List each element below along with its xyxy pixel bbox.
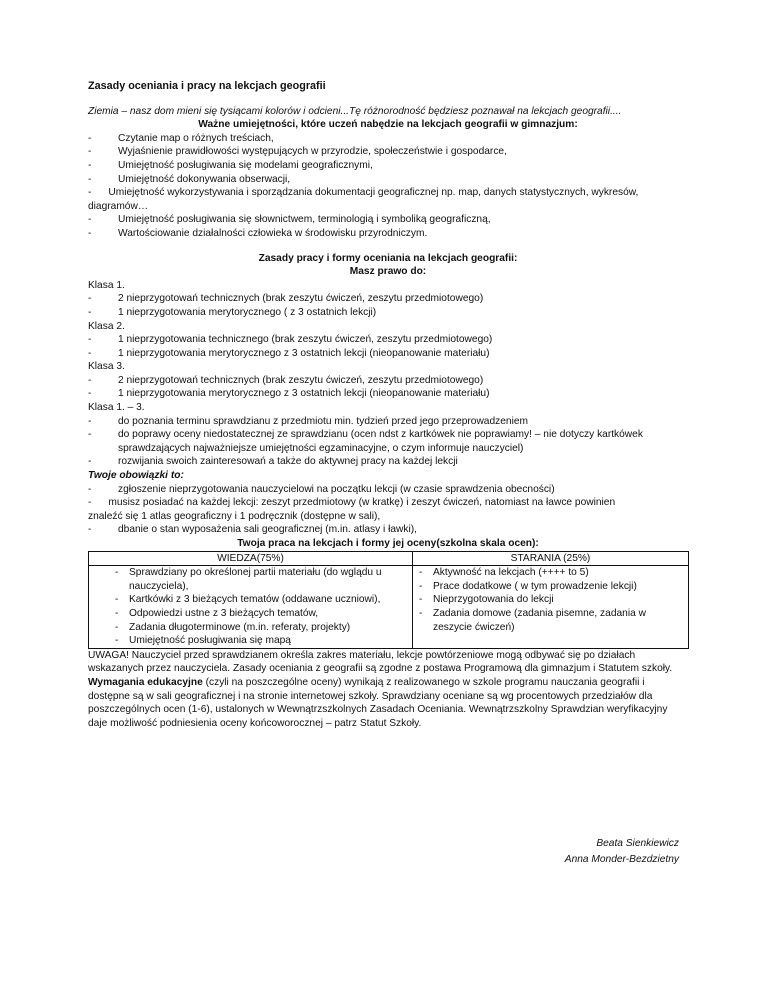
rights-heading: Masz prawo do: bbox=[349, 266, 427, 278]
skills-list bbox=[88, 132, 688, 241]
bullet-dash: - bbox=[88, 483, 92, 495]
bullet-dash: - bbox=[88, 306, 92, 318]
bullet-dash: - bbox=[88, 334, 92, 346]
signatures bbox=[565, 836, 679, 868]
list-item: - 1 nieprzygotowania merytorycznego z 3 ostatnich lekcji (nieopanowanie materiału) bbox=[88, 388, 490, 400]
bullet-dash: - bbox=[88, 173, 92, 185]
bullet-dash: - bbox=[88, 374, 92, 386]
signature-author-2: Anna Monder-Bezdzietny bbox=[564, 854, 679, 865]
list-item: - Sprawdziany po określonej partii materiału (do wglądu u nauczyciela), bbox=[115, 567, 382, 592]
duties-heading: Twoje obowiązki to: bbox=[88, 470, 184, 482]
effort-list bbox=[413, 566, 688, 634]
grading-heading: Twoja praca na lekcjach i formy jej oceny(szkolna skala ocen): bbox=[237, 538, 539, 549]
list-item: - 2 nieprzygotowań technicznych (brak zeszytu ćwiczeń, zeszytu przedmiotowego) bbox=[88, 374, 484, 386]
list-item: - Zadania domowe (zadania pisemne, zadania w zeszycie ćwiczeń) bbox=[419, 607, 646, 633]
list-item: - 1 nieprzygotowania merytorycznego z 3 ostatnich lekcji (nieopanowanie materiału) bbox=[88, 347, 490, 359]
list-item: - musisz posiadać na każdej lekcji: zeszyt przedmiotowy (w kratkę) i zeszyt ćwiczeń, natomiast na ławce powinien znaleźć się 1 atlas geograficzny i 1 podręcznik (dostępne w sali), bbox=[88, 497, 616, 522]
list-item: - Zadania długoterminowe (m.in. referaty, projekty) bbox=[115, 621, 351, 633]
class-label: Klasa 1. bbox=[88, 279, 125, 291]
list-item: - do poznania terminu sprawdzianu z przedmiotu min. tydzień przed jego przeprowadzeniem bbox=[88, 415, 528, 427]
bullet-dash: - bbox=[88, 497, 92, 509]
grading-table bbox=[88, 551, 689, 649]
list-item: - Umiejętność posługiwania się mapą bbox=[115, 635, 291, 647]
bullet-dash: - bbox=[88, 429, 92, 441]
list-item: - Wyjaśnienie prawidłowości występujących w przyrodzie, społeczeństwie i gospodarce, bbox=[88, 146, 507, 158]
class-label: Klasa 2. bbox=[88, 320, 125, 332]
motto: Ziemia – nasz dom mieni się tysiącami kolorów i odcieni...Tę różnorodność będziesz poznawał na lekcjach geografii.... bbox=[88, 105, 622, 117]
list-item: - 2 nieprzygotowań technicznych (brak zeszytu ćwiczeń, zeszytu przedmiotowego) bbox=[88, 293, 484, 305]
list-item: - dbanie o stan wyposażenia sali geograficznej (m.in. atlasy i ławki), bbox=[88, 524, 417, 536]
bullet-dash: - bbox=[88, 388, 92, 400]
list-item: - Czytanie map o różnych treściach, bbox=[88, 132, 274, 144]
bullet-dash: - bbox=[88, 415, 92, 427]
effort-header: STARANIA (25%) bbox=[413, 551, 689, 566]
bullet-dash: - bbox=[88, 146, 92, 158]
bullet-dash: - bbox=[88, 456, 92, 468]
bullet-dash: - bbox=[88, 214, 92, 226]
signature-author-1: Beata Sienkiewicz bbox=[596, 838, 679, 849]
bullet-dash: - bbox=[88, 524, 92, 536]
list-item: - 1 nieprzygotowania technicznego (brak zeszytu ćwiczeń, zeszytu przedmiotowego) bbox=[88, 334, 493, 346]
list-item: - 1 nieprzygotowania merytorycznego ( z 3 ostatnich lekcji) bbox=[88, 306, 377, 318]
list-item: - zgłoszenie nieprzygotowania nauczycielowi na początku lekcji (w czasie sprawdzenia obecności) bbox=[88, 483, 555, 495]
notice-paragraph: UWAGA! Nauczyciel przed sprawdzianem określa zakres materiału, lekcje powtórzeniowe mogą odbywać się po działach wskazanych przez nauczyciela. Zasady oceniania z geografii są zgodne z postawa Programową dla gimnazjum i Statutem szkoły. Wymagania edukacyjne (czyli na poszczególne oceny) wynikają z realizowanego w szkole programu nauczania geografii i dostępne są w sali geograficznej i na stronie internetowej szkoły. Sprawdziany oceniane są wg procentowych przedziałów dla poszczególnych ocen (1-6), ustalonych w Wewnątrzszkolnych Zasadach Oceniania. Wewnątrzszkolny Sprawdzian weryfikacyjny daje możliwość podniesienia oceny końcoworocznej – patrz Statut Szkoły. bbox=[88, 649, 673, 729]
knowledge-list bbox=[89, 566, 412, 648]
notice-emphasis: Wymagania edukacyjne bbox=[88, 676, 203, 688]
list-item: - do poprawy oceny niedostatecznej ze sprawdzianu (ocen ndst z kartkówek nie poprawiamy! – nie dotyczy kartkówek sprawdzających najważniejsze umiejętności egzaminacyjne, o czym informuje nauczyciel) bbox=[88, 429, 643, 454]
list-item: - rozwijania swoich zainteresowań a także do aktywnej pracy na każdej lekcji bbox=[88, 456, 458, 468]
class-label: Klasa 3. bbox=[88, 361, 125, 373]
list-item: - Wartościowanie działalności człowieka w środowisku przyrodniczym. bbox=[88, 227, 428, 239]
list-item: - Umiejętność posługiwania się modelami geograficznymi, bbox=[88, 159, 373, 171]
list-item: - Aktywność na lekcjach (++++ to 5) bbox=[419, 567, 589, 579]
bullet-dash: - bbox=[88, 132, 92, 144]
bullet-dash: - bbox=[88, 159, 92, 171]
list-item: - Nieprzygotowania do lekcji bbox=[419, 594, 554, 606]
bullet-dash: - bbox=[88, 187, 92, 199]
knowledge-header: WIEDZA(75%) bbox=[89, 551, 413, 566]
class-label: Klasa 1. – 3. bbox=[88, 402, 145, 414]
list-item: - Odpowiedzi ustne z 3 bieżących tematów, bbox=[115, 607, 319, 619]
list-item: - Kartkówki z 3 bieżących tematów (oddawane uczniowi), bbox=[115, 594, 381, 606]
rules-heading: Zasady pracy i formy oceniania na lekcjach geografii: bbox=[258, 252, 518, 264]
list-item: - Prace dodatkowe ( w tym prowadzenie lekcji) bbox=[419, 580, 637, 592]
list-item: - Umiejętność wykorzystywania i sporządzania dokumentacji geograficznej np. map, danych statystycznych, wykresów, diagramów… bbox=[88, 187, 639, 212]
document-title: Zasady oceniania i pracy na lekcjach geografii bbox=[88, 80, 326, 92]
list-item: - Umiejętność posługiwania się słownictwem, terminologią i symboliką geograficzną, bbox=[88, 214, 491, 226]
bullet-dash: - bbox=[88, 293, 92, 305]
document-body bbox=[88, 80, 688, 730]
skills-heading: Ważne umiejętności, które uczeń nabędzie na lekcjach geografii w gimnazjum: bbox=[198, 119, 578, 131]
bullet-dash: - bbox=[88, 347, 92, 359]
bullet-dash: - bbox=[88, 227, 92, 239]
list-item: - Umiejętność dokonywania obserwacji, bbox=[88, 173, 291, 185]
